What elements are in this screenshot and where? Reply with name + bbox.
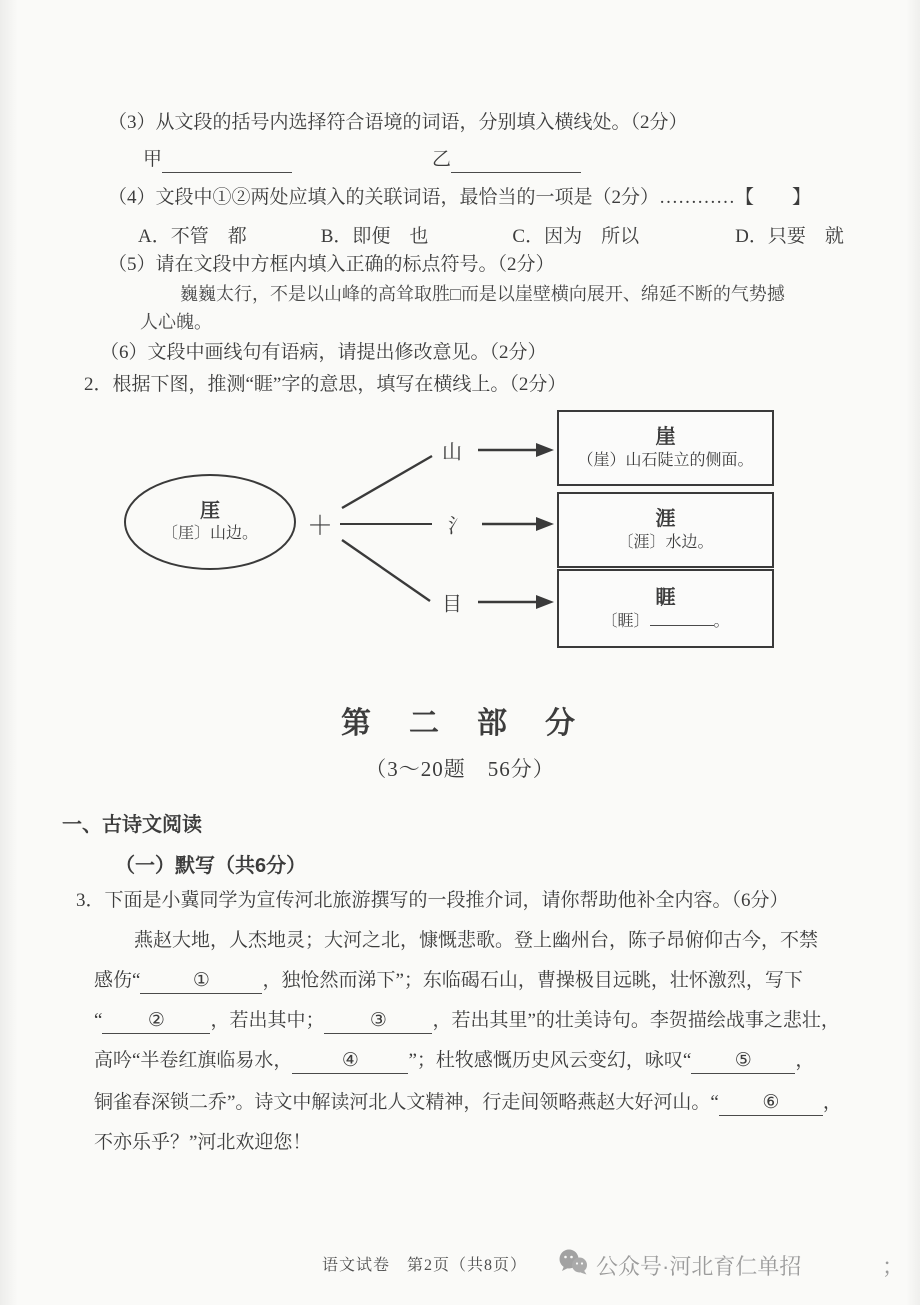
radical-mountain: 山 — [442, 441, 462, 464]
q3-paragraph-line6: 不亦乐乎？”河北欢迎您！ — [94, 1132, 312, 1153]
section1-heading: 一、古诗文阅读 — [62, 814, 202, 836]
part2-title: 第 二 部 分 — [341, 707, 579, 740]
result-definition-with-blank — [601, 611, 729, 633]
option-b: B．即便 也 — [320, 226, 429, 247]
footer-brand-watermark: 公众号·河北育仁单招 — [596, 1254, 802, 1279]
radical-water: 氵 — [448, 515, 468, 538]
part2-subtitle: （3～20题 56分） — [365, 757, 555, 781]
q3-paragraph-line2: 感伤“ ① ，独怆然而涕下”；东临碣石山，曹操极目远眺，壮怀激烈，写下 — [94, 968, 803, 994]
option-d: D．只要 就 — [735, 226, 844, 247]
q1-item5-quote-line1: 巍巍太行，不是以山峰的高耸取胜□而是以崖壁横向展开、绵延不断的气势撼 — [180, 284, 785, 304]
source-character-definition: 〔厓〕山边。 — [161, 525, 259, 542]
plus-sign: ＋ — [306, 511, 334, 541]
q2-stem: 2．根据下图，推测“睚”字的意思，填写在横线上。（2分） — [84, 374, 567, 395]
result-box-ya-shore — [557, 492, 774, 568]
q3-paragraph-line1: 燕赵大地，人杰地灵；大河之北，慷慨悲歌。登上幽州台，陈子昂俯仰古今，不禁 — [134, 930, 819, 951]
q3-paragraph-line5: 铜雀春深锁二乔”。诗文中解读河北人文精神，行走间领略燕赵大好河山。“ ⑥ ， — [94, 1090, 842, 1116]
definition-suffix: 。 — [713, 612, 730, 630]
definition-prefix: 〔睚〕 — [601, 612, 650, 630]
result-box-ya-cliff — [557, 410, 774, 486]
q1-item6: （6）文段中画线句有语病，请提出修改意见。（2分） — [100, 342, 547, 363]
option-a: A．不管 都 — [138, 226, 247, 247]
q1-item5: （5）请在文段中方框内填入正确的标点符号。（2分） — [108, 254, 555, 275]
source-character: 厓 — [199, 500, 220, 522]
q3-paragraph-line3: “ ② ，若出其中； ③ ，若出其里”的壮美诗句。李贺描绘战事之悲壮， — [94, 1008, 840, 1034]
result-definition: （崖）山石陡立的侧面。 — [577, 452, 754, 469]
result-definition: 〔涯〕水边。 — [617, 534, 714, 551]
definition-blank — [650, 611, 714, 626]
result-char: 涯 — [655, 508, 676, 530]
source-character-ellipse — [162, 499, 258, 545]
option-c: C．因为 所以 — [512, 226, 640, 247]
character-formation-diagram — [80, 404, 790, 656]
q1-item3: （3）从文段的括号内选择符合语境的词语，分别填入横线处。（2分） — [108, 112, 688, 133]
q1-fill-line-jia-yi: 甲 乙 — [143, 147, 581, 173]
q3-paragraph-line4: 高吟“半卷红旗临易水， ④ ”；杜牧感慨历史风云变幻，咏叹“ ⑤ ， — [94, 1048, 814, 1074]
footer-brand-partial-glyph: ； — [882, 1254, 905, 1279]
radical-eye: 目 — [442, 593, 462, 616]
section1-subheading: （一）默写（共6分） — [115, 855, 307, 877]
q3-stem: 3．下面是小冀同学为宣传河北旅游撰写的一段推介词，请你帮助他补全内容。（6分） — [76, 890, 789, 911]
q1-item4-options — [138, 221, 844, 248]
result-char: 崖 — [655, 426, 676, 448]
result-char: 睚 — [655, 586, 676, 609]
wechat-icon — [558, 1249, 588, 1275]
footer-page-info: 语文试卷 第2页（共8页） — [322, 1257, 528, 1274]
q1-item5-quote-line2: 人心魄。 — [140, 312, 212, 332]
result-box-ya-eye — [557, 569, 774, 648]
q1-item4: （4）文段中①②两处应填入的关联词语，最恰当的一项是（2分）…………【 】 — [108, 187, 812, 208]
